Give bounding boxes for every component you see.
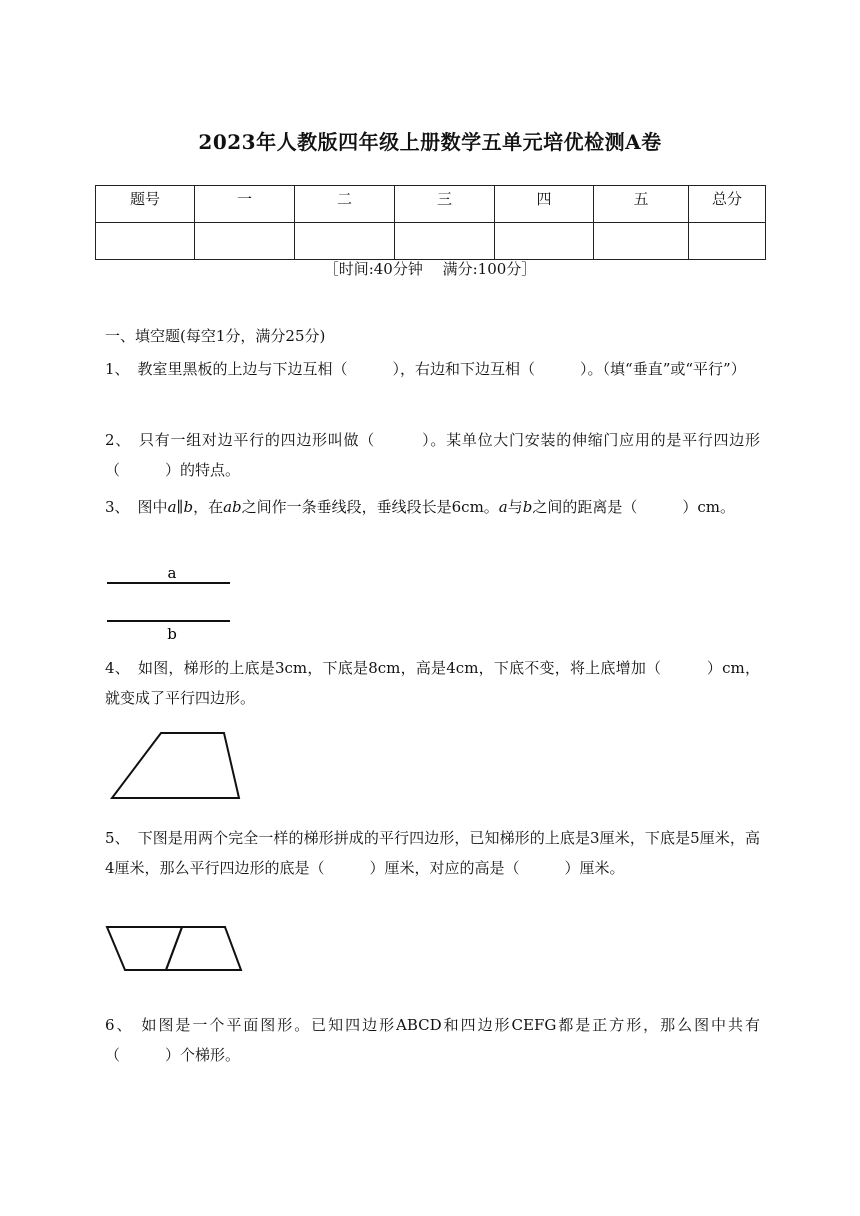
score-header-cell: 总分 xyxy=(689,186,766,223)
question-text-part: 与 xyxy=(507,498,523,516)
trapezoid-shape xyxy=(112,733,239,798)
section-heading: 一、填空题(每空1分，满分25分) xyxy=(105,327,326,345)
parallelogram-figure xyxy=(100,920,250,978)
score-header-cell: 一 xyxy=(195,186,295,223)
question-1 xyxy=(105,354,760,384)
exam-info: ［时间:40分钟 满分:100分］ xyxy=(323,260,537,278)
score-value-cell xyxy=(594,223,689,260)
variable-a: a xyxy=(498,498,508,516)
score-header-cell: 四 xyxy=(495,186,594,223)
score-header-cell: 五 xyxy=(594,186,689,223)
question-4 xyxy=(105,653,760,713)
variable-b: b xyxy=(522,498,533,516)
line-b-label: b xyxy=(167,625,177,643)
question-number: 3、 xyxy=(105,498,130,516)
question-text: 只有一组对边平行的四边形叫做（ ）。某单位大门安装的伸缩门应用的是平行四边形（ ）的特点。 xyxy=(105,431,760,479)
question-5 xyxy=(105,823,760,883)
score-value-cell xyxy=(195,223,295,260)
score-value-cell xyxy=(495,223,594,260)
question-text: 教室里黑板的上边与下边互相（ ），右边和下边互相（ ）。（填“垂直”或“平行”） xyxy=(137,360,746,378)
score-value-cell xyxy=(295,223,395,260)
score-table-header-row xyxy=(96,186,766,223)
question-number: 1、 xyxy=(105,360,130,378)
score-table xyxy=(95,185,766,260)
question-text-part: 之间作一条垂线段，垂线段长是6cm。 xyxy=(241,498,499,516)
question-3 xyxy=(105,492,760,522)
line-a-label: a xyxy=(167,564,177,582)
trapezoid-right xyxy=(166,927,241,970)
score-value-cell xyxy=(395,223,495,260)
question-text: 下图是用两个完全一样的梯形拼成的平行四边形，已知梯形的上底是3厘米，下底是5厘米，高4厘米，那么平行四边形的底是（ ）厘米，对应的高是（ ）厘米。 xyxy=(105,829,760,877)
score-table-value-row xyxy=(96,223,766,260)
question-text: 如图是一个平面图形。已知四边形ABCD和四边形CEFG都是正方形，那么图中共有（ ）个梯形。 xyxy=(105,1016,760,1064)
trapezoid-left xyxy=(107,927,182,970)
parallel-symbol: ∥ xyxy=(176,498,184,516)
variable-a: a xyxy=(167,498,177,516)
question-text: 如图，梯形的上底是3cm，下底是8cm，高是4cm，下底不变，将上底增加（ ）cm，就变成了平行四边形。 xyxy=(105,659,760,707)
variable-b: b xyxy=(183,498,194,516)
question-number: 2、 xyxy=(105,431,132,449)
question-number: 6、 xyxy=(105,1016,134,1034)
question-text-part: ，在 xyxy=(193,498,224,516)
trapezoid-figure xyxy=(105,727,250,805)
score-header-cell: 二 xyxy=(295,186,395,223)
question-text-part: 之间的距离是（ ）cm。 xyxy=(532,498,736,516)
score-value-cell xyxy=(96,223,195,260)
question-2 xyxy=(105,425,760,485)
question-text-part: 图中 xyxy=(137,498,168,516)
score-header-cell: 题号 xyxy=(96,186,195,223)
question-6 xyxy=(105,1010,760,1070)
parallel-lines-figure xyxy=(100,560,240,645)
score-value-cell xyxy=(689,223,766,260)
score-header-cell: 三 xyxy=(395,186,495,223)
question-number: 5、 xyxy=(105,829,130,847)
question-number: 4、 xyxy=(105,659,130,677)
page-title: 2023年人教版四年级上册数学五单元培优检测A卷 xyxy=(198,130,662,154)
variable-ab: ab xyxy=(223,498,242,516)
